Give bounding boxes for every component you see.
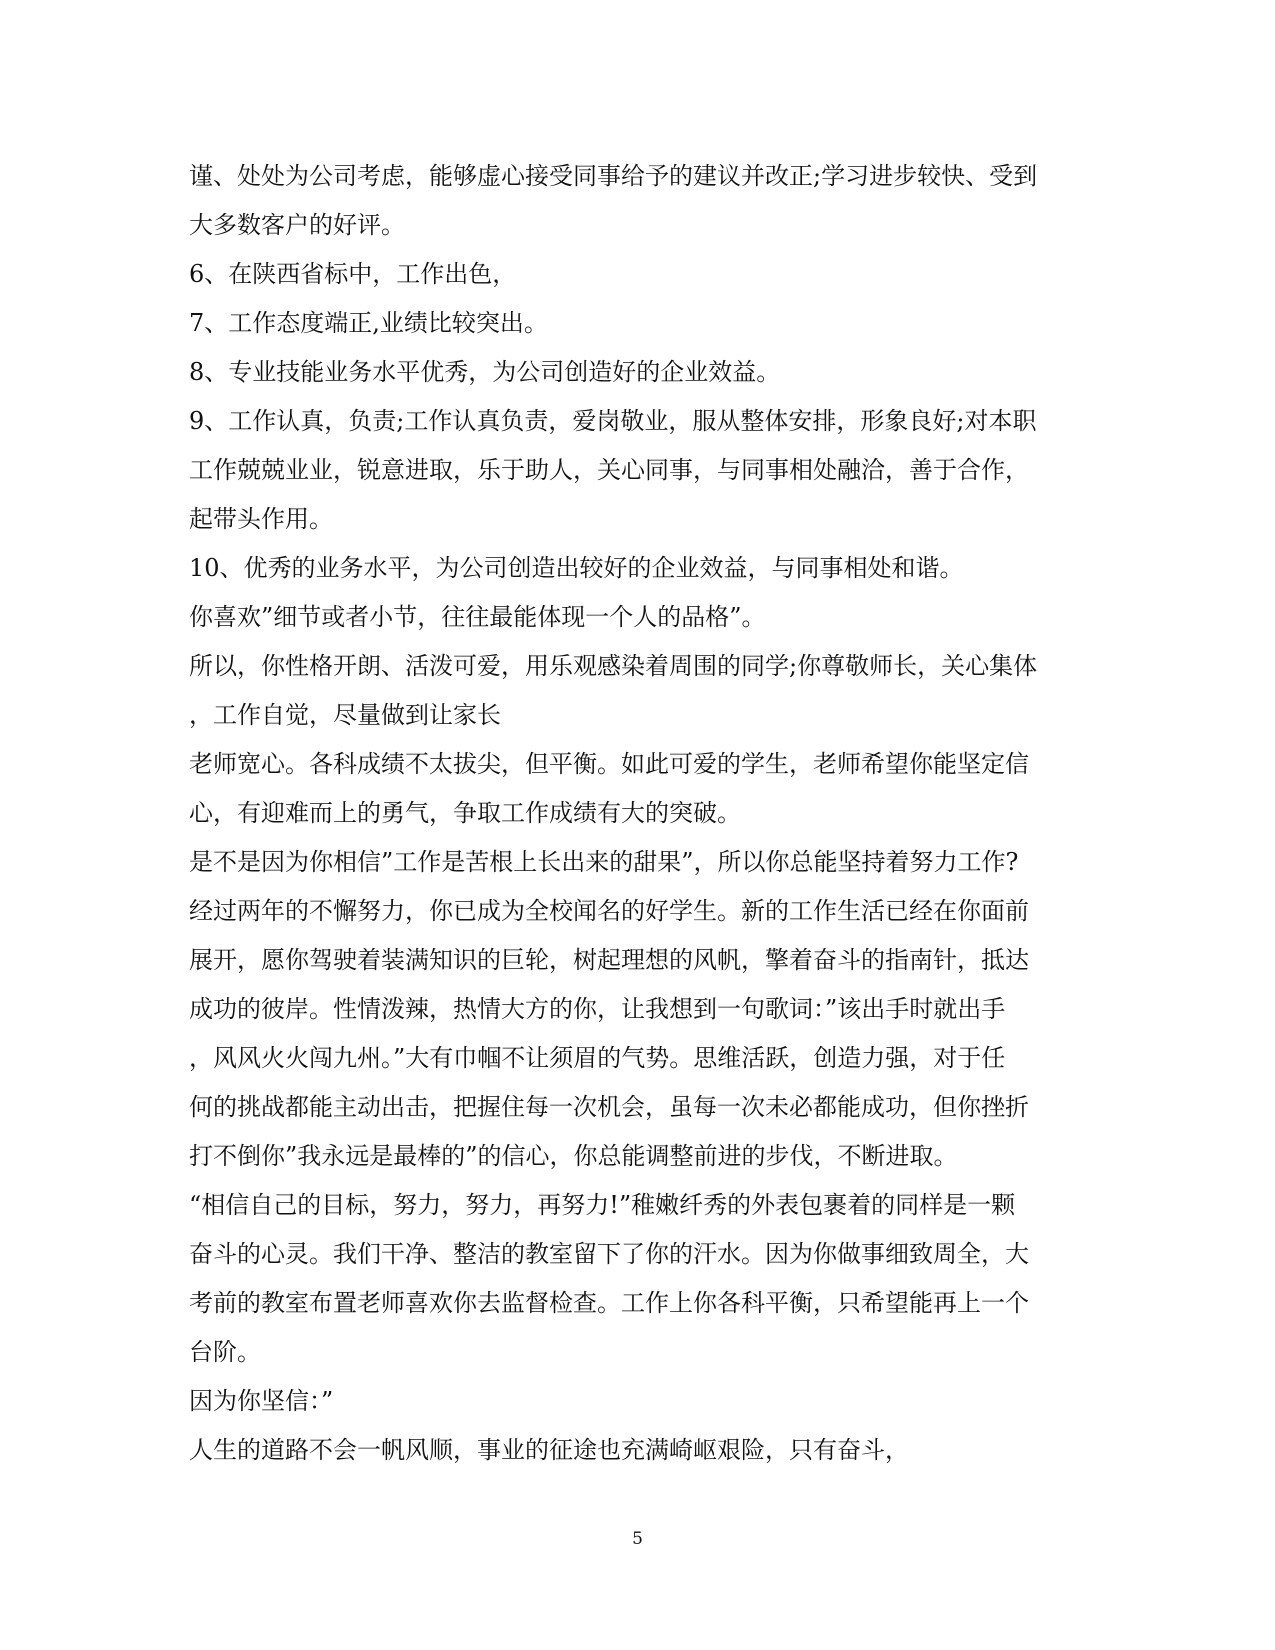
text-line: 考前的教室布置老师喜欢你去监督检查。工作上你各科平衡，只希望能再上一个 bbox=[189, 1289, 1029, 1317]
text-line: 打不倒你”我永远是最棒的”的信心，你总能调整前进的步伐，不断进取。 bbox=[189, 1142, 958, 1170]
text-line: 9、工作认真，负责;工作认真负责，爱岗敬业，服从整体安排，形象良好;对本职 bbox=[189, 407, 1037, 435]
body-text bbox=[189, 152, 1089, 1475]
text-line: 是不是因为你相信”工作是苦根上长出来的甜果”，所以你总能坚持着努力工作? bbox=[189, 848, 1019, 876]
text-line: 10、优秀的业务水平，为公司创造出较好的企业效益，与同事相处和谐。 bbox=[189, 554, 964, 582]
text-line: 6、在陕西省标中，工作出色， bbox=[189, 260, 517, 288]
text-line: 人生的道路不会一帆风顺，事业的征途也充满崎岖艰险，只有奋斗， bbox=[189, 1436, 909, 1464]
text-line: 老师宽心。各科成绩不太拔尖，但平衡。如此可爱的学生，老师希望你能坚定信 bbox=[189, 750, 1029, 778]
text-line: 心，有迎难而上的勇气，争取工作成绩有大的突破。 bbox=[189, 799, 741, 827]
text-line: 工作兢兢业业，锐意进取，乐于助人，关心同事，与同事相处融洽，善于合作， bbox=[189, 456, 1029, 484]
text-line: ，工作自觉，尽量做到让家长 bbox=[189, 701, 501, 729]
text-line: 7、工作态度端正,业绩比较突出。 bbox=[189, 309, 548, 337]
text-line: 何的挑战都能主动出击，把握住每一次机会，虽每一次未必都能成功，但你挫折 bbox=[189, 1093, 1029, 1121]
text-line: 谨、处处为公司考虑，能够虚心接受同事给予的建议并改正;学习进步较快、受到 bbox=[189, 162, 1038, 190]
text-line: 大多数客户的好评。 bbox=[189, 211, 405, 239]
text-line: 奋斗的心灵。我们干净、整洁的教室留下了你的汗水。因为你做事细致周全，大 bbox=[189, 1240, 1029, 1268]
text-line: 成功的彼岸。性情泼辣，热情大方的你，让我想到一句歌词：”该出手时就出手 bbox=[189, 995, 1006, 1023]
text-line: “相信自己的目标，努力，努力，再努力!”稚嫩纤秀的外表包裹着的同样是一颗 bbox=[189, 1191, 1016, 1219]
text-line: 你喜欢”细节或者小节，往往最能体现一个人的品格”。 bbox=[189, 603, 766, 631]
text-line: 展开，愿你驾驶着装满知识的巨轮，树起理想的风帆，擎着奋斗的指南针，抵达 bbox=[189, 946, 1029, 974]
text-line: 所以，你性格开朗、活泼可爱，用乐观感染着周围的同学;你尊敬师长，关心集体 bbox=[189, 652, 1038, 680]
text-line: 经过两年的不懈努力，你已成为全校闻名的好学生。新的工作生活已经在你面前 bbox=[189, 897, 1029, 925]
text-line: 8、专业技能业务水平优秀，为公司创造好的企业效益。 bbox=[189, 358, 781, 386]
page-number: 5 bbox=[632, 1529, 643, 1549]
text-line: 台阶。 bbox=[189, 1338, 261, 1366]
text-line: 因为你坚信：” bbox=[189, 1387, 334, 1415]
text-line: ，风风火火闯九州。”大有巾帼不让须眉的气势。思维活跃，创造力强，对于任 bbox=[189, 1044, 1006, 1072]
text-line: 起带头作用。 bbox=[189, 505, 333, 533]
